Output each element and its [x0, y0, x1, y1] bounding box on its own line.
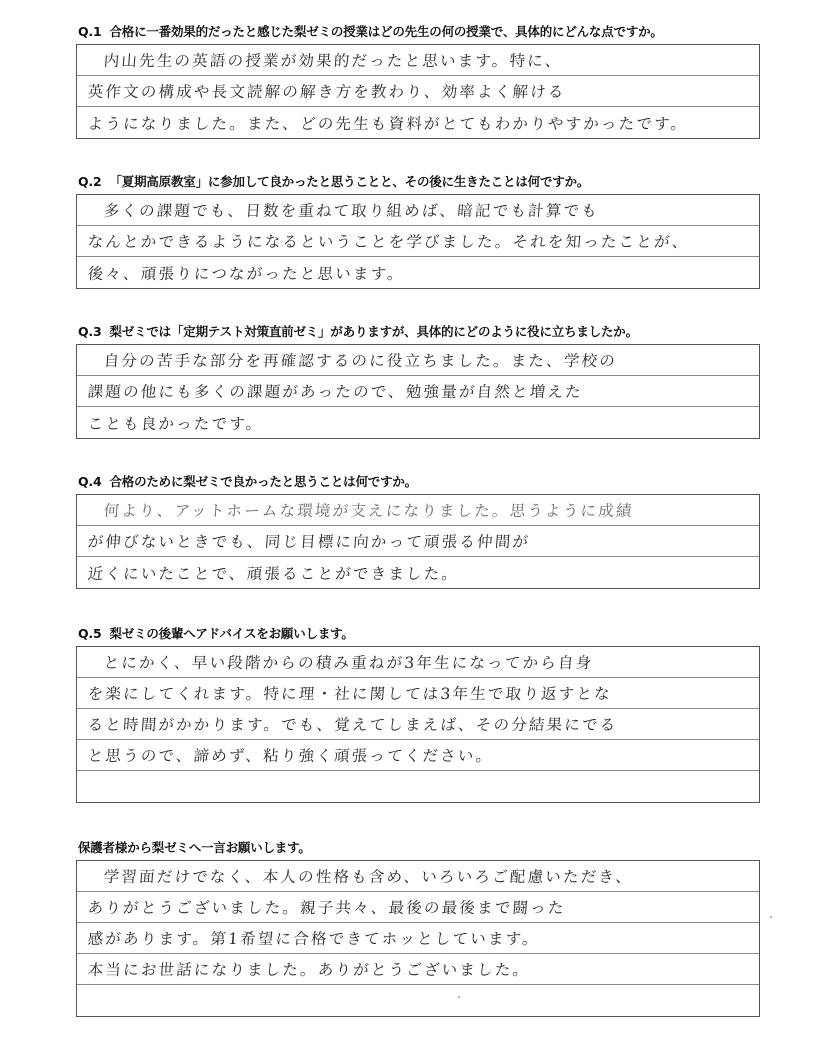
answer-line: [77, 345, 759, 376]
answer-line: [77, 257, 759, 288]
answer-line: [77, 771, 759, 802]
handwritten-text: ようになりました。また、どの先生も資料がとてもわかりやすかったです。: [87, 115, 689, 133]
question-number: Q.1: [78, 24, 102, 39]
answer-box-5: [76, 646, 760, 803]
question-text: 梨ゼミの後輩へアドバイスをお願いします。: [109, 626, 354, 641]
answer-line: [77, 709, 759, 740]
answer-line: [77, 985, 759, 1016]
question-number: Q.4: [78, 474, 102, 489]
handwritten-text: とにかく、早い段階からの積み重ねが3年生になってから自身: [103, 654, 594, 672]
answer-box-parent: [76, 860, 760, 1017]
question-2: [78, 172, 589, 190]
answer-box-2: [76, 194, 760, 289]
question-text: 合格に一番効果的だったと感じた梨ゼミの授業はどの先生の何の授業で、具体的にどんな点ですか。: [109, 24, 663, 39]
answer-line: [77, 647, 759, 678]
scan-speck: [770, 916, 772, 918]
answer-line: [77, 954, 759, 985]
answer-line: [77, 195, 759, 226]
handwritten-text: 何より、アットホームな環境が支えになりました。思うように成績: [103, 502, 635, 520]
answer-line: [77, 923, 759, 954]
answer-line: [77, 376, 759, 407]
answer-line: [77, 407, 759, 438]
question-text: 梨ゼミでは「定期テスト対策直前ゼミ」がありますが、具体的にどのように役に立ちましたか。: [109, 324, 638, 339]
answer-line: [77, 76, 759, 107]
answer-line: [77, 557, 759, 588]
scan-speck: [458, 996, 460, 998]
answer-line: [77, 740, 759, 771]
handwritten-text: ると時間がかかります。でも、覚えてしまえば、その分結果にでる: [87, 716, 619, 734]
question-number: Q.3: [78, 324, 102, 339]
question-5: [78, 624, 354, 642]
handwritten-text: と思うので、諦めず、粘り強く頑張ってください。: [87, 747, 494, 765]
question-text: 保護者様から梨ゼミへ一言お願いします。: [78, 840, 311, 855]
answer-box-3: [76, 344, 760, 439]
question-number: Q.5: [78, 626, 102, 641]
handwritten-text: なんとかできるようになるということを学びました。それを知ったことが、: [87, 233, 691, 251]
handwritten-text: 多くの課題でも、日数を重ねて取り組めば、暗記でも計算でも: [103, 202, 600, 220]
answer-line: [77, 107, 759, 138]
question-text: 「夏期高原教室」に参加して良かったと思うことと、その後に生きたことは何ですか。: [109, 174, 590, 189]
handwritten-text: が伸びないときでも、同じ目標に向かって頑張る仲間が: [87, 533, 531, 551]
question-4: [78, 472, 417, 490]
handwritten-text: 本当にお世話になりました。ありがとうございました。: [87, 961, 531, 979]
question-text: 合格のために梨ゼミで良かったと思うことは何ですか。: [109, 474, 417, 489]
handwritten-text: 感があります。第1希望に合格できてホッとしています。: [87, 930, 541, 948]
handwritten-text: 内山先生の英語の授業が効果的だったと思います。特に、: [103, 52, 564, 70]
handwritten-text: 学習面だけでなく、本人の性格も含め、いろいろご配慮いただき、: [103, 868, 634, 886]
answer-line: [77, 495, 759, 526]
question-1: [78, 22, 663, 40]
handwritten-text: ことも良かったです。: [87, 415, 265, 433]
answer-box-4: [76, 494, 760, 589]
handwritten-text: を楽にしてくれます。特に理・社に関しては3年生で取り返すとな: [87, 685, 613, 703]
answer-line: [77, 526, 759, 557]
question-3: [78, 322, 638, 340]
handwritten-text: 近くにいたことで、頑張ることができました。: [87, 565, 460, 583]
question-number: Q.2: [78, 174, 102, 189]
answer-box-1: [76, 44, 760, 139]
handwritten-text: 課題の他にも多くの課題があったので、勉強量が自然と増えた: [87, 383, 584, 401]
parent-comment-heading: [78, 838, 311, 856]
answer-line: [77, 226, 759, 257]
answer-line: [77, 678, 759, 709]
handwritten-text: ありがとうございました。親子共々、最後の最後まで闘った: [87, 899, 567, 917]
answer-line: [77, 861, 759, 892]
handwritten-text: 後々、頑張りにつながったと思います。: [87, 265, 406, 283]
handwritten-text: 英作文の構成や長文読解の解き方を教わり、効率よく解ける: [87, 83, 567, 101]
handwritten-text: 自分の苦手な部分を再確認するのに役立ちました。また、学校の: [103, 352, 618, 370]
answer-line: [77, 892, 759, 923]
answer-line: [77, 45, 759, 76]
